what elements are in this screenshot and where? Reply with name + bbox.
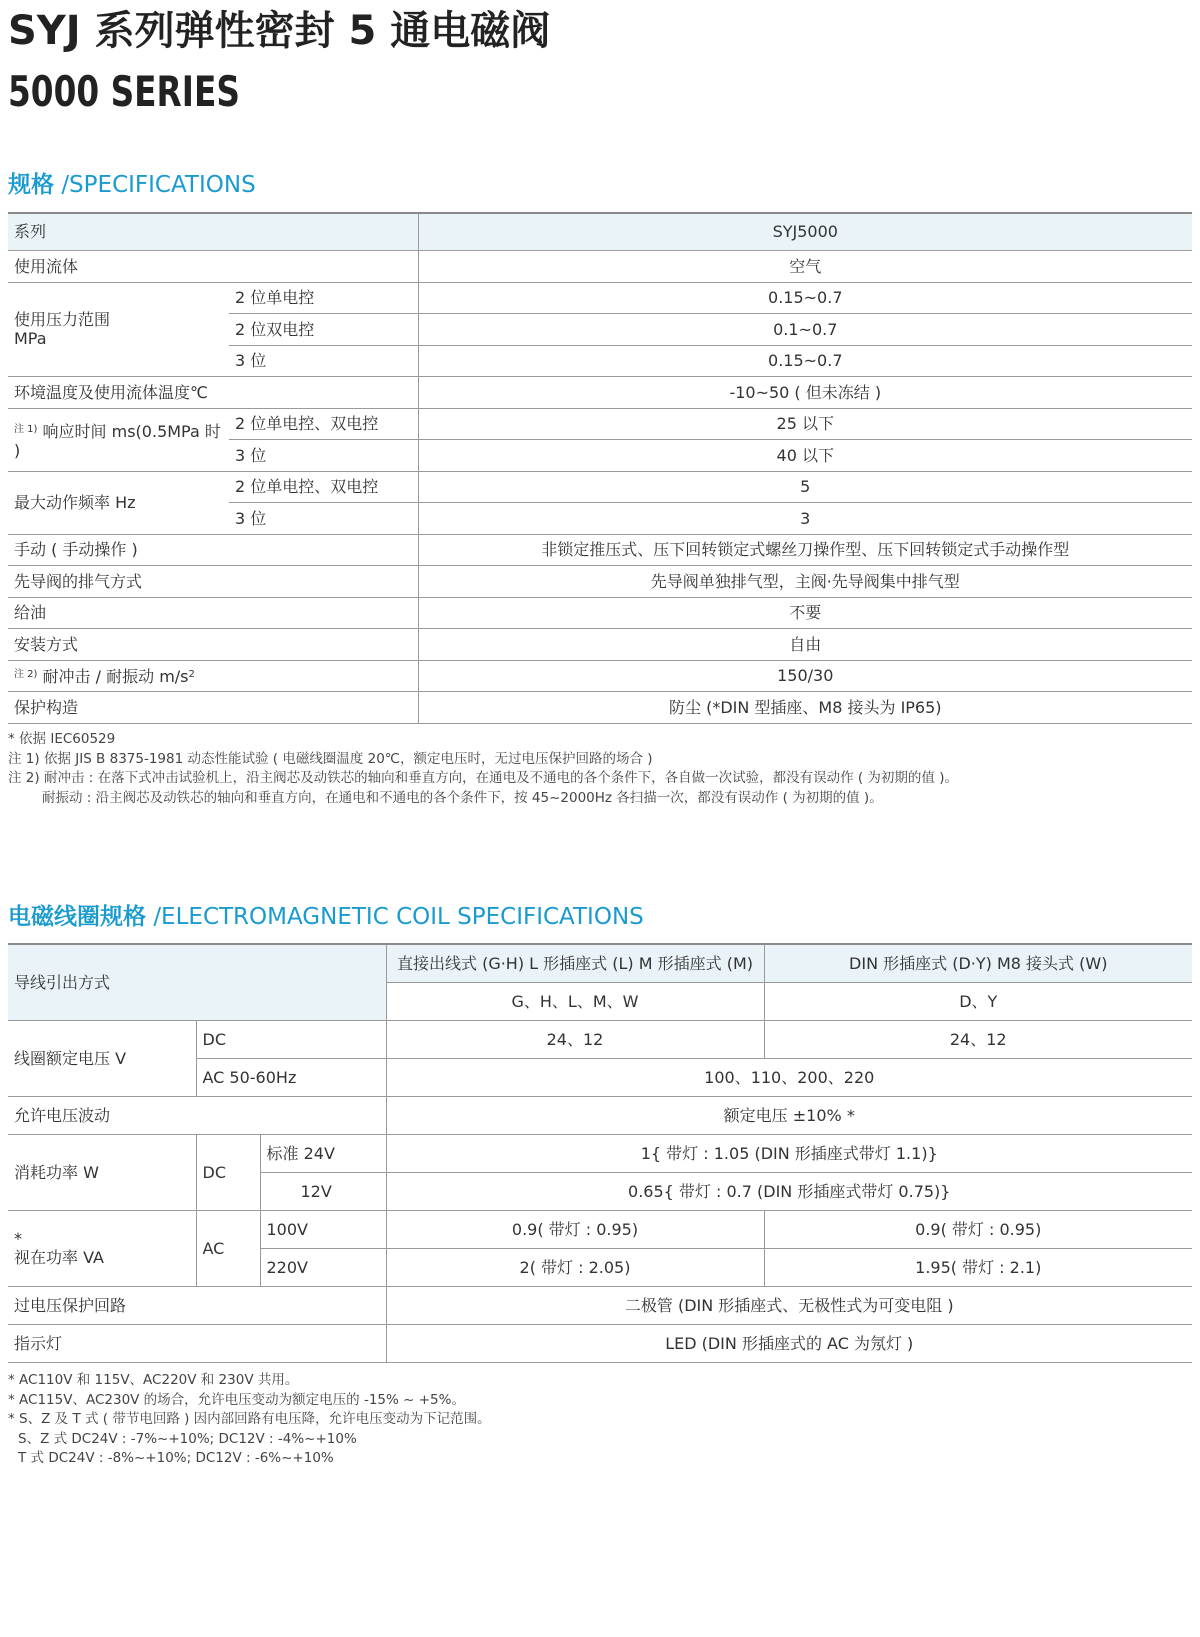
- table-row: [8, 213, 1192, 250]
- page-title: SYJ 系列弹性密封 5 通电磁阀: [8, 8, 551, 54]
- power-std-label: 标准 24V: [260, 1134, 386, 1172]
- response-type: 3 位: [229, 440, 418, 472]
- coil-note: * S、Z 及 T 式 ( 带节电回路 ) 因内部回路有电压降，允许电压变动为下记范围。: [8, 1411, 491, 1427]
- coil-title-zh: 电磁线圈规格: [8, 904, 146, 930]
- ap-220-col2: 1.95( 带灯 : 2.1): [764, 1248, 1192, 1286]
- apparent-label: 视在功率 VA: [14, 1248, 104, 1267]
- rated-label: 线圈额定电压 V: [8, 1020, 196, 1096]
- table-row: [8, 566, 1192, 598]
- impact-label-cell: [8, 660, 418, 692]
- table-row: [8, 692, 1192, 724]
- freq-value: 3: [418, 503, 1192, 535]
- table-row: [8, 408, 1192, 440]
- table-row: [8, 471, 1192, 503]
- codes-col1: G、H、L、M、W: [386, 982, 764, 1020]
- table-row: [8, 1020, 1192, 1058]
- exhaust-label: 先导阀的排气方式: [8, 566, 418, 598]
- fluct-value: 额定电压 ±10% *: [386, 1096, 1192, 1134]
- spec-note: 注 1) 依据 JIS B 8375-1981 动态性能试验 ( 电磁线圈温度 20℃，额定电压时，无过电压保护回路的场合 ): [8, 750, 653, 767]
- table-row: [8, 282, 1192, 314]
- fluid-value: 空气: [418, 250, 1192, 282]
- power-std-value: 1{ 带灯 : 1.05 (DIN 形插座式带灯 1.1)}: [386, 1134, 1192, 1172]
- pressure-value: 0.1~0.7: [418, 314, 1192, 346]
- freq-label: 最大动作频率 Hz: [8, 471, 229, 534]
- ac-value: 100、110、200、220: [386, 1058, 1192, 1096]
- freq-value: 5: [418, 471, 1192, 503]
- table-row: [8, 377, 1192, 409]
- table-row: [8, 660, 1192, 692]
- pressure-type: 3 位: [229, 345, 418, 377]
- pressure-type: 2 位单电控: [229, 282, 418, 314]
- apparent-star: *: [14, 1229, 22, 1248]
- wiring-col2: DIN 形插座式 (D·Y) M8 接头式 (W): [764, 944, 1192, 982]
- response-value: 25 以下: [418, 408, 1192, 440]
- ap-100-col1: 0.9( 带灯 : 0.95): [386, 1210, 764, 1248]
- indicator-label: 指示灯: [8, 1324, 386, 1362]
- impact-note-mark: 注 2): [14, 669, 38, 681]
- coil-note: S、Z 式 DC24V : -7%~+10%; DC12V : -4%~+10%: [18, 1430, 357, 1447]
- fluid-label: 使用流体: [8, 250, 418, 282]
- freq-type: 2 位单电控、双电控: [229, 471, 418, 503]
- ap-220-col1: 2( 带灯 : 2.05): [386, 1248, 764, 1286]
- spec-note: * 依据 IEC60529: [8, 731, 116, 747]
- coil-note: * AC110V 和 115V、AC220V 和 230V 共用。: [8, 1372, 299, 1388]
- series-label: 系列: [8, 213, 418, 250]
- dc-col2: 24、12: [764, 1020, 1192, 1058]
- table-row: [8, 944, 1192, 982]
- wiring-col1: 直接出线式 (G·H) L 形插座式 (L) M 形插座式 (M): [386, 944, 764, 982]
- ac-label: AC 50-60Hz: [196, 1058, 386, 1096]
- response-label-cell: [8, 408, 229, 471]
- wiring-label: 导线引出方式: [8, 944, 386, 1020]
- manual-value: 非锁定推压式、压下回转锁定式螺丝刀操作型、压下回转锁定式手动操作型: [418, 534, 1192, 566]
- lube-label: 给油: [8, 597, 418, 629]
- response-type: 2 位单电控、双电控: [229, 408, 418, 440]
- coil-notes: [8, 1371, 491, 1469]
- page-subtitle: 5000 SERIES: [8, 67, 240, 116]
- surge-value: 二极管 (DIN 形插座式、无极性式为可变电阻 ): [386, 1286, 1192, 1324]
- table-row: [8, 1210, 1192, 1248]
- ap-220-label: 220V: [260, 1248, 386, 1286]
- fluct-label: 允许电压波动: [8, 1096, 386, 1134]
- apparent-ac: AC: [196, 1210, 260, 1286]
- temp-label: 环境温度及使用流体温度℃: [8, 377, 418, 409]
- manual-label: 手动 ( 手动操作 ): [8, 534, 418, 566]
- ap-100-label: 100V: [260, 1210, 386, 1248]
- spec-note: 注 2) 耐冲击 : 在落下式冲击试验机上，沿主阀芯及动铁芯的轴向和垂直方向，在通电及不通电的各个条件下，各自做一次试验，都没有误动作 ( 为初期的值 )。: [8, 770, 958, 786]
- pressure-value: 0.15~0.7: [418, 345, 1192, 377]
- table-row: [8, 534, 1192, 566]
- power-12-value: 0.65{ 带灯 : 0.7 (DIN 形插座式带灯 0.75)}: [386, 1172, 1192, 1210]
- coil-table: [8, 943, 1192, 1363]
- spec-notes: [8, 730, 958, 808]
- power-dc: DC: [196, 1134, 260, 1210]
- apparent-label-cell: [8, 1210, 196, 1286]
- response-label: 响应时间 ms(0.5MPa 时 ): [14, 421, 221, 460]
- response-value: 40 以下: [418, 440, 1192, 472]
- power-label: 消耗功率 W: [8, 1134, 196, 1210]
- power-12-label: 12V: [260, 1172, 386, 1210]
- coil-title-en: /ELECTROMAGNETIC COIL SPECIFICATIONS: [153, 904, 644, 930]
- dc-col1: 24、12: [386, 1020, 764, 1058]
- impact-label: 耐冲击 / 耐振动 m/s: [42, 667, 189, 687]
- ap-100-col2: 0.9( 带灯 : 0.95): [764, 1210, 1192, 1248]
- table-row: [8, 1134, 1192, 1172]
- coil-note: T 式 DC24V : -8%~+10%; DC12V : -6%~+10%: [18, 1450, 334, 1466]
- pressure-value: 0.15~0.7: [418, 282, 1192, 314]
- spec-note: 耐振动 : 沿主阀芯及动铁芯的轴向和垂直方向，在通电和不通电的各个条件下，按 45~2000Hz 各扫描一次，都没有误动作 ( 为初期的值 )。: [42, 789, 883, 806]
- dc-label: DC: [196, 1020, 386, 1058]
- table-row: [8, 629, 1192, 661]
- table-row: [8, 1324, 1192, 1362]
- table-row: [8, 1286, 1192, 1324]
- coil-section-title: [8, 902, 644, 932]
- freq-type: 3 位: [229, 503, 418, 535]
- pressure-type: 2 位双电控: [229, 314, 418, 346]
- protect-value: 防尘 (*DIN 型插座、M8 接头为 IP65): [418, 692, 1192, 724]
- pressure-label-cell: [8, 282, 229, 377]
- spec-section-title: [8, 170, 256, 200]
- exhaust-value: 先导阀单独排气型，主阀·先导阀集中排气型: [418, 566, 1192, 598]
- response-note-mark: 注 1): [14, 423, 38, 435]
- codes-col2: D、Y: [764, 982, 1192, 1020]
- mount-label: 安装方式: [8, 629, 418, 661]
- spec-title-en: /SPECIFICATIONS: [61, 172, 256, 198]
- temp-value: -10~50 ( 但未冻结 ): [418, 377, 1192, 409]
- table-row: [8, 1096, 1192, 1134]
- spec-table: [8, 212, 1192, 724]
- lube-value: 不要: [418, 597, 1192, 629]
- protect-label: 保护构造: [8, 692, 418, 724]
- coil-note: * AC115V、AC230V 的场合，允许电压变动为额定电压的 -15% ~ +5%。: [8, 1391, 465, 1408]
- table-row: [8, 597, 1192, 629]
- impact-value: 150/30: [418, 660, 1192, 692]
- series-value: SYJ5000: [418, 213, 1192, 250]
- pressure-label: 使用压力范围: [14, 310, 111, 330]
- spec-title-zh: 规格: [8, 172, 54, 198]
- indicator-value: LED (DIN 形插座式的 AC 为氖灯 ): [386, 1324, 1192, 1362]
- impact-superscript: 2: [188, 669, 195, 681]
- pressure-unit: MPa: [14, 329, 47, 349]
- table-row: [8, 250, 1192, 282]
- mount-value: 自由: [418, 629, 1192, 661]
- surge-label: 过电压保护回路: [8, 1286, 386, 1324]
